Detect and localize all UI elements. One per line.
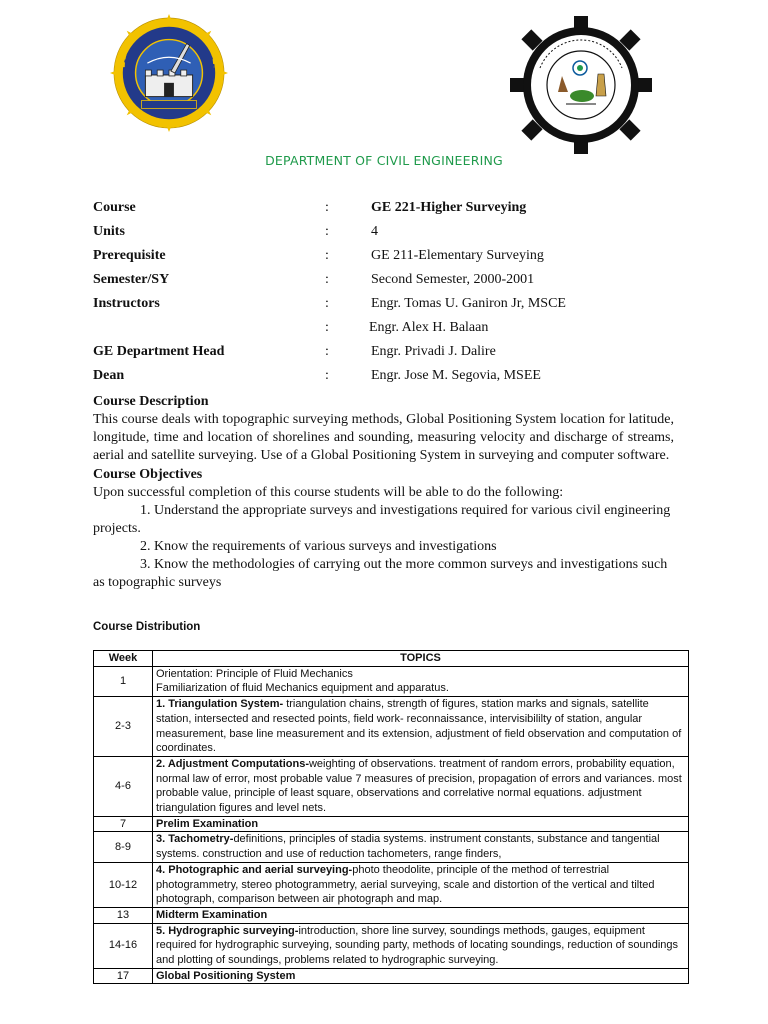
course-description-heading: Course Description	[93, 394, 209, 409]
semester-label: Semester/SY	[93, 272, 170, 287]
objective-item: 1. Understand the appropriate surveys and investigations required for various civil engineering projects.	[93, 503, 671, 536]
topic-lead: Prelim Examination	[156, 817, 259, 830]
topic-cell	[153, 862, 689, 907]
course-body	[93, 393, 674, 592]
course-label: Course	[93, 200, 136, 215]
table-row	[94, 832, 689, 862]
topic-cell	[153, 968, 689, 984]
objective-item: 2. Know the requirements of various surveys and investigations	[140, 539, 497, 554]
colon-separator: :	[325, 224, 329, 239]
topic-cell	[153, 832, 689, 862]
course-description-text: This course deals with topographic surveying methods, Global Positioning System location for latitude, longitude, time and location of shorelines and sounding, measuring velocity and discharge of streams, aerial and satellite surveying. Use of a Global Positioning System in surveying and computer software.	[93, 412, 674, 463]
dean-value: Engr. Jose M. Segovia, MSEE	[371, 368, 541, 383]
week-column-header: Week	[94, 651, 153, 667]
topic-lead: Global Positioning System	[156, 969, 296, 982]
colon-separator: :	[325, 320, 329, 335]
units-label: Units	[93, 224, 125, 239]
table-row	[94, 907, 689, 923]
prerequisite-value: GE 211-Elementary Surveying	[371, 248, 544, 263]
week-cell: 1	[94, 666, 153, 696]
topic-cell	[153, 907, 689, 923]
department-head-label: GE Department Head	[93, 344, 225, 359]
department-head-row	[93, 344, 693, 368]
topic-cell	[153, 816, 689, 832]
objective-item: 3. Know the methodologies of carrying out the more common surveys and investigations such as topographic surveys	[93, 557, 668, 590]
topic-lead: 2. Adjustment Computations-	[156, 757, 309, 770]
topic-text: triangulation chains, strength of figures, station marks and signals, satellite station, intersected and resected points, field work- reconnaissance, intervisibililty of station, angular measurement, base line measurement and its extension, adjustment of field observation and computation of coordinates.	[156, 698, 682, 755]
topic-cell	[153, 923, 689, 968]
table-row	[94, 923, 689, 968]
week-cell: 7	[94, 816, 153, 832]
topic-lead: 5. Hydrographic surveying-	[156, 924, 299, 937]
topic-text: photo theodolite, principle of the method of terrestrial photogrammetry, stereo photogrammetry, aerial surveying, scale and distortion of the vertical and tilted photograph, comparison between air photograph and map.	[156, 863, 655, 906]
week-cell: 2-3	[94, 697, 153, 757]
table-row	[94, 816, 689, 832]
course-distribution-table	[93, 650, 689, 984]
topic-lead: 1. Triangulation System-	[156, 698, 284, 711]
table-row	[94, 697, 689, 757]
course-objectives-heading: Course Objectives	[93, 467, 203, 482]
course-row	[93, 200, 693, 224]
instructors-row-2	[93, 320, 693, 344]
course-value: GE 221-Higher Surveying	[371, 200, 527, 215]
topic-text: definitions, principles of stadia systems. instrument constants, substance and tangential systems. construction and use of reduction tachometers, range finders,	[156, 833, 660, 861]
week-cell: 4-6	[94, 756, 153, 816]
topic-cell	[153, 756, 689, 816]
topics-column-header: TOPICS	[153, 651, 689, 667]
course-objectives-intro: Upon successful completion of this course students will be able to do the following:	[93, 485, 564, 500]
topic-lead: 4. Photographic and aerial surveying-	[156, 863, 353, 876]
colon-separator: :	[325, 368, 329, 383]
topic-text: introduction, shore line survey, soundings methods, gauges, equipment required for hydrographic surveying, sounding party, methods of locating soundings, reduction of soundings and plotting of soundings, problems related to hydrographic surveying.	[156, 924, 679, 967]
units-value: 4	[371, 224, 378, 239]
course-distribution-label: Course Distribution	[93, 621, 201, 633]
units-row	[93, 224, 693, 248]
department-title: DEPARTMENT OF CIVIL ENGINEERING	[265, 153, 503, 168]
dean-row	[93, 368, 693, 392]
topic-text: Orientation: Principle of Fluid Mechanics	[156, 667, 353, 680]
table-row	[94, 666, 689, 696]
topic-text: weighting of observations. treatment of random errors, probability equation, normal law of error, most probable value 7 measures of precision, propagation of errors and variances. most probable value, principle of least square, observations and correlative normal equations. adjustment triangulation figures and level nets.	[156, 757, 682, 815]
colon-separator: :	[325, 248, 329, 263]
instructor-2-value: Engr. Alex H. Balaan	[369, 320, 489, 335]
topic-lead: Midterm Examination	[156, 908, 268, 921]
week-cell: 14-16	[94, 923, 153, 968]
dean-label: Dean	[93, 368, 125, 383]
topic-cell	[153, 697, 689, 757]
department-head-value: Engr. Privadi J. Dalire	[371, 344, 496, 359]
colon-separator: :	[325, 296, 329, 311]
table-header-row	[94, 651, 689, 667]
course-info-block	[93, 200, 693, 392]
week-cell: 13	[94, 907, 153, 923]
prerequisite-row	[93, 248, 693, 272]
university-seal-logo	[110, 14, 228, 132]
week-cell: 17	[94, 968, 153, 984]
institute-seal-logo	[510, 16, 652, 154]
topic-cell	[153, 666, 689, 696]
instructor-1-value: Engr. Tomas U. Ganiron Jr, MSCE	[371, 296, 566, 311]
instructors-label: Instructors	[93, 296, 160, 311]
table-row	[94, 862, 689, 907]
instructors-row	[93, 296, 693, 320]
colon-separator: :	[325, 200, 329, 215]
colon-separator: :	[325, 272, 329, 287]
topic-lead: 3. Tachometry-	[156, 833, 234, 846]
semester-row	[93, 272, 693, 296]
semester-value: Second Semester, 2000-2001	[371, 272, 535, 287]
table-row	[94, 968, 689, 984]
prerequisite-label: Prerequisite	[93, 248, 166, 263]
topic-text: Familiarization of fluid Mechanics equipment and apparatus.	[156, 682, 449, 695]
table-row	[94, 756, 689, 816]
colon-separator: :	[325, 344, 329, 359]
week-cell: 10-12	[94, 862, 153, 907]
week-cell: 8-9	[94, 832, 153, 862]
